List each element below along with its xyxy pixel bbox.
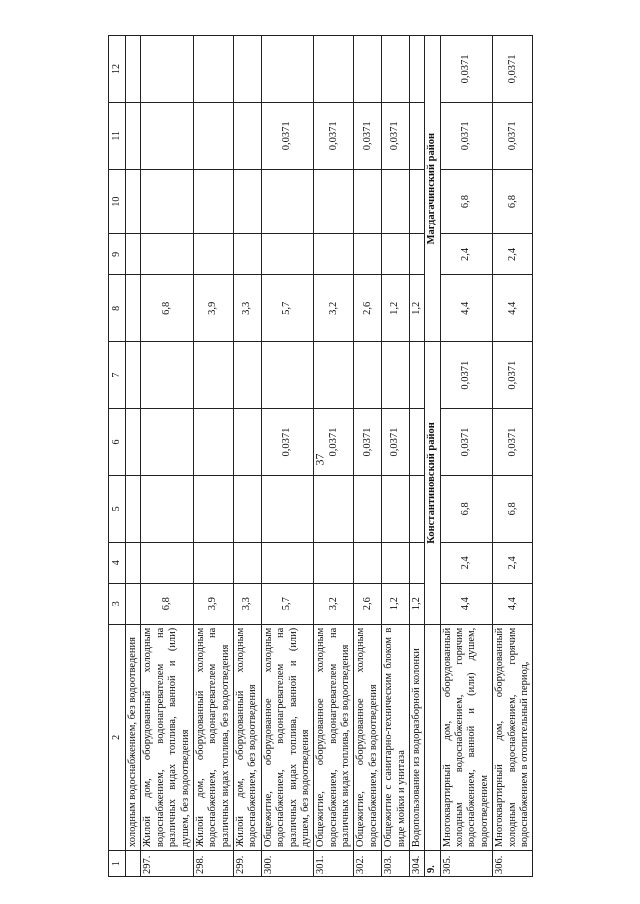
value-cell-c9: 2,4: [440, 234, 493, 275]
row-description: Жилой дом, оборудованный холодным водоснабжением, без водоотведения: [234, 624, 262, 850]
value-cell-c8: [126, 275, 141, 342]
table-row: [409, 36, 424, 877]
row-description: Жилой дом, оборудованный холодным водоснабжением, водонагревателем на различных видах топлива, без водоотведения: [193, 624, 233, 850]
value-cell-c6: [234, 409, 262, 476]
value-cell-c10: [234, 169, 262, 234]
value-cell-c11: [193, 102, 233, 169]
value-cell-c11: [234, 102, 262, 169]
col-header: 1: [109, 851, 126, 877]
value-cell-c4: [234, 542, 262, 583]
value-cell-c7: 0,0371: [493, 342, 533, 409]
row-number: 304.: [409, 851, 424, 877]
value-cell-c8: 1,2: [382, 275, 410, 342]
row-description: Жилой дом, оборудованный холодным водоснабжением, водонагревателем на различных видах топлива, ванной и (или) душем, без водоотведения: [141, 624, 194, 850]
row-description: Многоквартирный дом, оборудованный холодным водоснабжением, горячим водоснабжением в отопительный период,: [493, 624, 533, 850]
value-cell-c12: [141, 36, 194, 103]
value-cell-c3: 6,8: [141, 583, 194, 624]
table-row: [314, 36, 354, 877]
value-cell-c3: 1,2: [409, 583, 424, 624]
col-header: 8: [109, 275, 126, 342]
value-cell-c9: 2,4: [493, 234, 533, 275]
value-cell-c7: [193, 342, 233, 409]
section-number: 9.: [425, 851, 440, 877]
value-cell-c5: [126, 475, 141, 542]
norms-table: [108, 35, 533, 877]
value-cell-c8: 4,4: [493, 275, 533, 342]
value-cell-c8: 6,8: [141, 275, 194, 342]
value-cell-c6: [141, 409, 194, 476]
value-cell-c10: [141, 169, 194, 234]
value-cell-c11: [141, 102, 194, 169]
col-header: 11: [109, 102, 126, 169]
value-cell-c5: [409, 475, 424, 542]
value-cell-c3: [126, 583, 141, 624]
row-number: 302.: [354, 851, 382, 877]
value-cell-c7: [234, 342, 262, 409]
value-cell-c5: [382, 475, 410, 542]
value-cell-c3: 2,6: [354, 583, 382, 624]
value-cell-c12: 0,0371: [493, 36, 533, 103]
value-cell-c10: [261, 169, 314, 234]
row-description: Общежитие, оборудованное холодным водоснабжением, без водоотведения: [354, 624, 382, 850]
table-row: [382, 36, 410, 877]
value-cell-c3: 3,2: [314, 583, 354, 624]
col-header: 7: [109, 342, 126, 409]
value-cell-c10: [409, 169, 424, 234]
col-header: 5: [109, 475, 126, 542]
value-cell-c9: [261, 234, 314, 275]
value-cell-c6: 0,0371: [314, 409, 354, 476]
row-number: 305.: [440, 851, 493, 877]
row-number: 298.: [193, 851, 233, 877]
row-description: Общежитие, оборудованное холодным водоснабжением, водонагревателем на различных видах топлива, без водоотведения: [314, 624, 354, 850]
table-row: [234, 36, 262, 877]
value-cell-c9: [409, 234, 424, 275]
value-cell-c11: 0,0371: [314, 102, 354, 169]
value-cell-c4: 2,4: [493, 542, 533, 583]
value-cell-c6: [126, 409, 141, 476]
value-cell-c5: [354, 475, 382, 542]
col-header: 4: [109, 542, 126, 583]
value-cell-c3: 3,3: [234, 583, 262, 624]
page-number-text: 37: [312, 453, 327, 466]
value-cell-c12: [261, 36, 314, 103]
value-cell-c4: [409, 542, 424, 583]
value-cell-c6: 0,0371: [440, 409, 493, 476]
value-cell-c10: [382, 169, 410, 234]
value-cell-c12: [234, 36, 262, 103]
row-description: Водопользование из водоразборной колонки: [409, 624, 424, 850]
row-description: Общежитие с санитарно-техническим блоком в виде мойки и унитаза: [382, 624, 410, 850]
value-cell-c7: [141, 342, 194, 409]
row-number: 300.: [261, 851, 314, 877]
value-cell-c12: [126, 36, 141, 103]
value-cell-c10: [193, 169, 233, 234]
value-cell-c5: [314, 475, 354, 542]
value-cell-c12: [193, 36, 233, 103]
value-cell-c7: [261, 342, 314, 409]
value-cell-c5: [141, 475, 194, 542]
value-cell-c3: 3,9: [193, 583, 233, 624]
value-cell-c5: 6,8: [440, 475, 493, 542]
value-cell-c11: [126, 102, 141, 169]
value-cell-c10: 6,8: [440, 169, 493, 234]
value-cell-c4: [141, 542, 194, 583]
value-cell-c6: [409, 409, 424, 476]
value-cell-c12: [409, 36, 424, 103]
value-cell-c4: 2,4: [440, 542, 493, 583]
value-cell-c10: [314, 169, 354, 234]
row-number: 301.: [314, 851, 354, 877]
value-cell-c7: [382, 342, 410, 409]
value-cell-c8: 3,3: [234, 275, 262, 342]
value-cell-c11: 0,0371: [354, 102, 382, 169]
table-row: [261, 36, 314, 877]
value-cell-c8: 5,7: [261, 275, 314, 342]
value-cell-c7: [409, 342, 424, 409]
value-cell-c6: 0,0371: [261, 409, 314, 476]
section-title-left: Константиновский район: [425, 342, 440, 624]
value-cell-c5: [261, 475, 314, 542]
value-cell-c12: [354, 36, 382, 103]
value-cell-c11: 0,0371: [440, 102, 493, 169]
value-cell-c7: [314, 342, 354, 409]
value-cell-c7: [126, 342, 141, 409]
table-row: [141, 36, 194, 877]
value-cell-c10: [126, 169, 141, 234]
table-row: [440, 36, 493, 877]
value-cell-c6: 0,0371: [382, 409, 410, 476]
header-row: [109, 36, 126, 877]
section-spacer: [425, 624, 440, 850]
col-header: 9: [109, 234, 126, 275]
value-cell-c4: [261, 542, 314, 583]
rotated-table-container: [108, 35, 613, 877]
table-row: [493, 36, 533, 877]
value-cell-c5: 6,8: [493, 475, 533, 542]
row-number: 306.: [493, 851, 533, 877]
row-description: Общежитие, оборудованное холодным водоснабжением, водонагревателем на различных видах топлива, ванной и (или) душем, без водоотведения: [261, 624, 314, 850]
value-cell-c4: [193, 542, 233, 583]
value-cell-c10: 6,8: [493, 169, 533, 234]
value-cell-c9: [193, 234, 233, 275]
table-row: [354, 36, 382, 877]
value-cell-c8: 2,6: [354, 275, 382, 342]
section-row: [425, 36, 440, 877]
row-number: 297.: [141, 851, 194, 877]
value-cell-c9: [141, 234, 194, 275]
value-cell-c11: [409, 102, 424, 169]
value-cell-c12: 0,0371: [440, 36, 493, 103]
value-cell-c8: 3,2: [314, 275, 354, 342]
value-cell-c7: [354, 342, 382, 409]
value-cell-c8: 3,9: [193, 275, 233, 342]
table-row: [193, 36, 233, 877]
value-cell-c3: 4,4: [440, 583, 493, 624]
col-header: 3: [109, 583, 126, 624]
value-cell-c9: [126, 234, 141, 275]
value-cell-c12: [382, 36, 410, 103]
value-cell-c8: 4,4: [440, 275, 493, 342]
value-cell-c4: [126, 542, 141, 583]
value-cell-c9: [354, 234, 382, 275]
value-cell-c6: [193, 409, 233, 476]
value-cell-c6: 0,0371: [493, 409, 533, 476]
col-header: 6: [109, 409, 126, 476]
value-cell-c9: [234, 234, 262, 275]
value-cell-c11: 0,0371: [261, 102, 314, 169]
row-number: [126, 851, 141, 877]
value-cell-c5: [193, 475, 233, 542]
value-cell-c4: [314, 542, 354, 583]
value-cell-c6: 0,0371: [354, 409, 382, 476]
section-title-right: Магдагачинский район: [425, 36, 440, 342]
value-cell-c11: 0,0371: [382, 102, 410, 169]
value-cell-c12: [314, 36, 354, 103]
col-header: 2: [109, 624, 126, 850]
table-row: [126, 36, 141, 877]
value-cell-c9: [382, 234, 410, 275]
value-cell-c5: [234, 475, 262, 542]
row-number: 303.: [382, 851, 410, 877]
value-cell-c7: 0,0371: [440, 342, 493, 409]
row-description: Многоквартирный дом, оборудованный холодным водоснабжением, горячим водоснабжением, ванной и (или) душем, водоотведением: [440, 624, 493, 850]
value-cell-c4: [382, 542, 410, 583]
row-description: холодным водоснабжением, без водоотведения: [126, 624, 141, 850]
value-cell-c8: 1,2: [409, 275, 424, 342]
value-cell-c3: 5,7: [261, 583, 314, 624]
value-cell-c10: [354, 169, 382, 234]
value-cell-c9: [314, 234, 354, 275]
col-header: 12: [109, 36, 126, 103]
col-header: 10: [109, 169, 126, 234]
value-cell-c3: 1,2: [382, 583, 410, 624]
row-number: 299.: [234, 851, 262, 877]
value-cell-c3: 4,4: [493, 583, 533, 624]
value-cell-c4: [354, 542, 382, 583]
value-cell-c11: 0,0371: [493, 102, 533, 169]
